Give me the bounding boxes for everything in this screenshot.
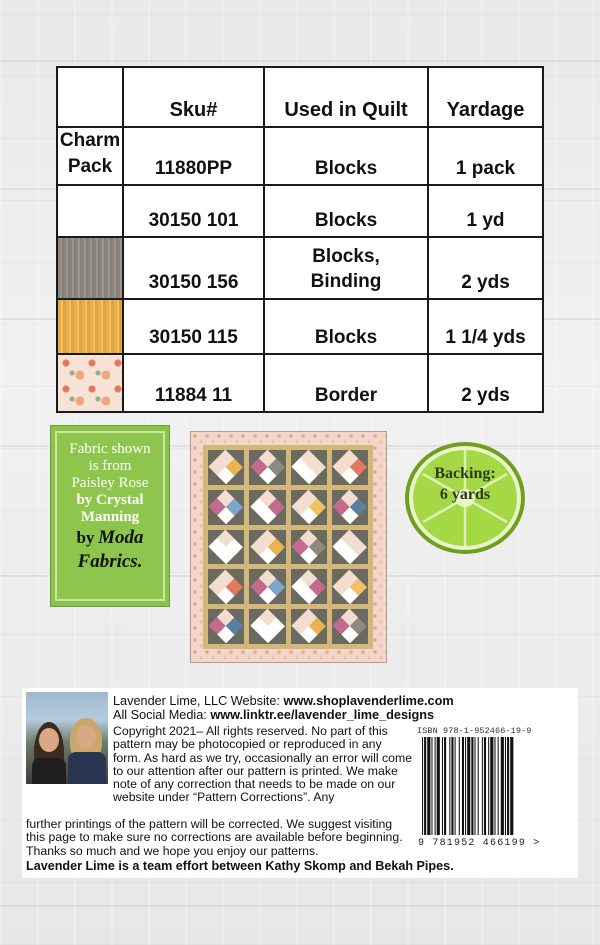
sku-cell: 30150 156 xyxy=(123,237,264,299)
quilt-block xyxy=(332,450,368,485)
fabric-swatch-gray xyxy=(57,237,123,299)
quilt-block-diamond xyxy=(291,529,326,564)
quilt-block-diamond xyxy=(291,490,326,525)
barcode-bar xyxy=(482,737,483,835)
barcode-number: 9 781952 466199 > xyxy=(418,838,541,849)
barcode-bar xyxy=(427,737,430,835)
fabric-note-by: by xyxy=(76,528,95,547)
barcode-bar xyxy=(498,737,499,835)
barcode-bar xyxy=(484,737,486,835)
yardage-cell: 1 pack xyxy=(428,127,543,185)
quilt-block-diamond xyxy=(250,569,285,604)
quilt-block-diamond xyxy=(209,490,244,525)
quilt-blocks xyxy=(203,445,373,649)
quilt-block-diamond xyxy=(209,569,244,604)
fabric-note-box xyxy=(50,425,170,607)
yardage-cell: 1 1/4 yds xyxy=(428,299,543,354)
yardage-cell: 2 yds xyxy=(428,354,543,412)
barcode-bar xyxy=(449,737,450,835)
isbn-label: ISBN 978-1-952466-19-9 xyxy=(417,726,532,736)
quilt-block-diamond xyxy=(209,609,244,644)
quilt-block-diamond xyxy=(209,529,244,564)
quilt-block-diamond xyxy=(332,490,367,525)
fabric-note-line: Fabrics. xyxy=(77,551,143,572)
used-cell: Blocks xyxy=(264,299,428,354)
table-header-sku: Sku# xyxy=(123,67,264,127)
quilt-block xyxy=(249,569,285,604)
fabric-note-line: Paisley Rose xyxy=(71,475,149,491)
quilt-block-diamond xyxy=(332,569,367,604)
quilt-block-diamond xyxy=(332,609,367,644)
used-cell: Border xyxy=(264,354,428,412)
fabric-swatch-white xyxy=(57,185,123,237)
quilt-block xyxy=(291,490,327,525)
quilt-block xyxy=(249,530,285,565)
used-cell: Blocks xyxy=(264,185,428,237)
barcode-bar xyxy=(478,737,479,835)
quilt-block xyxy=(291,530,327,565)
fabric-note-line: by Crystal xyxy=(76,492,144,508)
used-cell xyxy=(264,237,428,299)
backing-note xyxy=(403,463,527,505)
copyright-text-continued: further printings of the pattern will be corrected. We suggest visiting this page to make sure no corrections are available before beginning. Thanks so much and we hope you enjoy our patterns. xyxy=(26,817,403,858)
barcode-bar xyxy=(510,737,513,835)
fabric-note-brand: Moda xyxy=(98,527,144,548)
barcode-bar xyxy=(501,737,504,835)
used-cell: Blocks xyxy=(264,127,428,185)
quilt-block xyxy=(208,450,244,485)
quilt-block-diamond xyxy=(250,609,285,644)
table-header-swatch xyxy=(57,67,123,127)
quilt-block xyxy=(332,569,368,604)
table-header-yardage: Yardage xyxy=(428,67,543,127)
barcode-bar xyxy=(442,737,443,835)
quilt-block xyxy=(291,569,327,604)
quilt-block xyxy=(291,609,327,644)
wood-plank-line xyxy=(0,60,600,62)
yardage-cell: 1 yd xyxy=(428,185,543,237)
quilt-block xyxy=(332,490,368,525)
quilt-block-diamond xyxy=(250,490,285,525)
quilt-block xyxy=(208,530,244,565)
quilt-block xyxy=(208,569,244,604)
quilt-block xyxy=(249,490,285,525)
social-label: All Social Media: xyxy=(113,708,207,723)
barcode-bar xyxy=(490,737,493,835)
barcode-bar xyxy=(422,737,423,835)
quilt-block xyxy=(332,609,368,644)
copyright-text: Copyright 2021– All rights reserved. No part of this pattern may be photocopied or reproduced in any form. As hard as we try, occasionally an error will come to our attention after our pattern is printed. We make note of any correction that needs to be made on our website under “Pattern Corrections”. Any xyxy=(113,724,413,805)
fabric-note-text xyxy=(55,431,165,601)
barcode-bar xyxy=(507,737,509,835)
fabric-note-line: Fabric shown xyxy=(69,441,151,457)
table-header-used: Used in Quilt xyxy=(264,67,428,127)
sku-cell: 11884 11 xyxy=(123,354,264,412)
barcode-bar xyxy=(437,737,440,835)
barcode-icon xyxy=(420,737,570,837)
used-line-1: Blocks, xyxy=(312,246,380,267)
fabric-swatch-gold xyxy=(57,299,123,354)
barcode-bar xyxy=(451,737,453,835)
table-row xyxy=(57,237,543,299)
table-row xyxy=(57,127,543,185)
quilt-block-diamond xyxy=(209,450,244,485)
backing-label: Backing: xyxy=(434,465,496,482)
used-line-2: Binding xyxy=(310,271,382,292)
barcode-bar xyxy=(467,737,470,835)
quilt-block-diamond xyxy=(332,529,367,564)
table-row xyxy=(57,354,543,412)
barcode-bar xyxy=(424,737,426,835)
yardage-cell: 2 yds xyxy=(428,237,543,299)
quilt-block-diamond xyxy=(332,450,367,485)
quilt-block-diamond xyxy=(250,450,285,485)
quilt-block xyxy=(291,450,327,485)
barcode-bar xyxy=(488,737,489,835)
company-contact xyxy=(113,694,573,723)
quilt-block xyxy=(249,450,285,485)
barcode-bar xyxy=(462,737,464,835)
barcode-bar xyxy=(494,737,495,835)
fabric-requirements-table xyxy=(56,66,544,413)
wood-plank-line xyxy=(0,905,600,907)
sku-cell: 30150 115 xyxy=(123,299,264,354)
quilt-block xyxy=(208,490,244,525)
barcode-bar xyxy=(465,737,466,835)
website-line xyxy=(113,694,573,708)
table-row xyxy=(57,185,543,237)
quilt-block-diamond xyxy=(291,609,326,644)
quilt-image xyxy=(190,431,387,663)
website-label: Lavender Lime, LLC Website: xyxy=(113,694,280,708)
barcode-bar xyxy=(435,737,436,835)
social-link[interactable]: www.linktr.ee/lavender_lime_designs xyxy=(210,708,435,723)
designers-photo xyxy=(26,692,108,784)
social-line xyxy=(113,708,573,722)
barcode-bar xyxy=(505,737,506,835)
sku-cell: 30150 101 xyxy=(123,185,264,237)
barcode-bar xyxy=(459,737,460,835)
barcode-bar xyxy=(471,737,473,835)
barcode-bar xyxy=(455,737,456,835)
quilt-block-diamond xyxy=(250,529,285,564)
quilt-block xyxy=(208,609,244,644)
quilt-block-diamond xyxy=(291,450,326,485)
quilt-block xyxy=(249,609,285,644)
barcode-bar xyxy=(444,737,446,835)
table-header-row xyxy=(57,67,543,127)
fabric-swatch-floral xyxy=(57,354,123,412)
quilt-block xyxy=(332,530,368,565)
sku-cell: 11880PP xyxy=(123,127,264,185)
table-row xyxy=(57,299,543,354)
charm-pack-label: Charm Pack xyxy=(57,127,123,185)
fabric-note-line: is from xyxy=(88,458,132,474)
quilt-block-diamond xyxy=(291,569,326,604)
fabric-note-line: Manning xyxy=(80,509,140,525)
barcode-bar xyxy=(475,737,476,835)
team-credit: Lavender Lime is a team effort between Kathy Skomp and Bekah Pipes. xyxy=(26,859,454,873)
website-link[interactable]: www.shoplavenderlime.com xyxy=(283,694,454,708)
backing-value: 6 yards xyxy=(439,486,491,503)
barcode-bar xyxy=(431,737,432,835)
